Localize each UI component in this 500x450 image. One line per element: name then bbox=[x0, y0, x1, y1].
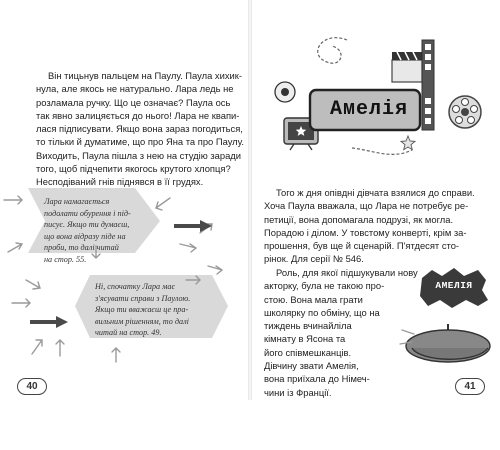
text-line: Хоча Паула вважала, що Лара не потребує ре- bbox=[264, 200, 469, 212]
arrow-icon bbox=[30, 316, 68, 328]
text-line: кімнату в Ясона та bbox=[264, 333, 346, 345]
left-page bbox=[0, 0, 248, 400]
choice-line: Ні, спочатку Лара має bbox=[95, 282, 176, 291]
text-line: то тільки й думатиме, що про Яна та про Паулу. bbox=[36, 136, 244, 148]
text-line: стою. Вона мала грати bbox=[264, 293, 363, 305]
text-line: Він тицьнув пальцем на Паулу. Паула хихик- bbox=[48, 70, 242, 81]
text-line: розламала ручку. Що це означає? Паула ось bbox=[36, 96, 231, 108]
text-line: акторку, була не такою про- bbox=[264, 280, 385, 292]
text-line: школярку по обміну, що на bbox=[264, 306, 380, 318]
arrow-icon bbox=[0, 0, 250, 400]
text-line: чини із Франції. bbox=[264, 386, 332, 398]
choice-line: вильним рішенням, то далі bbox=[95, 316, 189, 326]
page-title: Амелія bbox=[329, 98, 408, 121]
page-number: 40 bbox=[17, 378, 47, 395]
text-line: Порадою і ділом. У товстому конверті, крім за- bbox=[264, 226, 467, 238]
choice-line: Лара намагається bbox=[44, 197, 110, 206]
text-line: Того ж дня опівдні дівчата взялися до справи. bbox=[276, 187, 475, 198]
text-line: петиції, вона допомагала подрузі, як могла. bbox=[264, 213, 454, 225]
text-line: нула, але якось не натурально. Лара ледь не bbox=[36, 83, 234, 95]
right-page bbox=[252, 0, 500, 400]
text-line: рінок. Для серії № 546. bbox=[264, 253, 364, 265]
text-line: того, щоб підчепити якогось крутого хлопця? bbox=[36, 163, 231, 175]
choice-line: подолати обурення і під- bbox=[44, 208, 131, 218]
text-line: Виходить, Паула пішла з нею на студію заради bbox=[36, 149, 241, 161]
text-line: вона приїхала до Німеч- bbox=[264, 373, 370, 385]
arrow-icon bbox=[174, 220, 212, 232]
text-line: так явно залицяється до нього! Лара не квапи- bbox=[36, 109, 240, 121]
choice-line: читай на стор. 49. bbox=[95, 328, 162, 338]
text-line: Несподіваний гнів піднявся в її грудях. bbox=[36, 176, 204, 188]
text-line: тиждень вчинайліла bbox=[264, 320, 352, 332]
text-line: лася підписувати. Якщо вона зараз погодиться, bbox=[36, 123, 243, 135]
choice-line: на стор. 55. bbox=[44, 254, 87, 264]
choice-line: писує. Якщо ти думаєш, bbox=[44, 220, 130, 230]
beret-icon bbox=[406, 324, 490, 362]
choice-line: проби, то далі читай bbox=[44, 243, 119, 253]
page-number: 41 bbox=[455, 378, 485, 395]
text-line: прошення, був ще й сценарій. П'ятдесят сто- bbox=[264, 240, 460, 252]
text-line: Дівчину звати Амелія, bbox=[264, 360, 359, 372]
badge-illustration bbox=[252, 0, 500, 400]
choice-line: Якщо ти вважаєш це пра- bbox=[95, 305, 189, 315]
name-badge: АМЕЛІЯ bbox=[435, 280, 473, 291]
choice-line: що вона відразу піде на bbox=[44, 231, 126, 241]
choice-line: з'ясувати справи з Паулою. bbox=[95, 293, 191, 303]
text-line: Роль, для якої підшукували нову bbox=[276, 267, 418, 278]
text-line: його співмешканців. bbox=[264, 346, 352, 358]
